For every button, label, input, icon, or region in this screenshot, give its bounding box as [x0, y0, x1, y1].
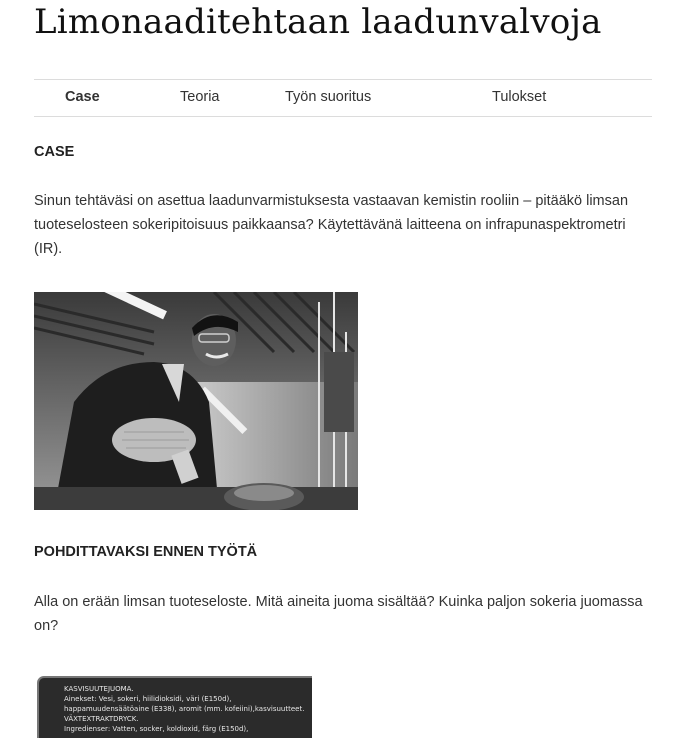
- tab-tulokset[interactable]: Tulokset: [492, 89, 547, 105]
- label-line: happamuudensäätöaine (E338), aromit (mm. kofeiini),kasvisuutteet.: [64, 705, 305, 713]
- case-description: Sinun tehtäväsi on asettua laadunvarmistuksesta vastaavan kemistin rooliin – pitääkö limsan tuoteselosteen sokeripitoisuus paikkaansa? Käytettävänä laitteena on infrapunaspektrometri (IR).: [34, 193, 629, 257]
- label-line: VÄXTEXTRAKTDRYCK.: [64, 715, 139, 723]
- tab-bar: [34, 79, 652, 117]
- label-line: Ingredienser: Vatten, socker, koldioxid, färg (E150d),: [64, 725, 249, 733]
- tab-teoria[interactable]: Teoria: [180, 89, 220, 105]
- label-line: Ainekset: Vesi, sokeri, hiilidioksidi, väri (E150d),: [64, 695, 232, 703]
- label-line: KASVISUUTEJUOMA.: [64, 685, 134, 693]
- case-heading: CASE: [34, 144, 75, 160]
- reflection-heading: POHDITTAVAKSI ENNEN TYÖTÄ: [34, 544, 258, 560]
- page-title: Limonaaditehtaan laadunvalvoja: [34, 2, 602, 42]
- tab-tyon-suoritus[interactable]: Työn suoritus: [285, 89, 372, 105]
- reflection-question: Alla on erään limsan tuoteseloste. Mitä aineita juoma sisältää? Kuinka paljon sokeria juomassa on?: [34, 594, 643, 634]
- product-label-photo: [34, 668, 312, 738]
- product-label: [37, 676, 312, 738]
- tab-case[interactable]: Case: [65, 89, 100, 105]
- chemist-lab-photo: [34, 292, 358, 510]
